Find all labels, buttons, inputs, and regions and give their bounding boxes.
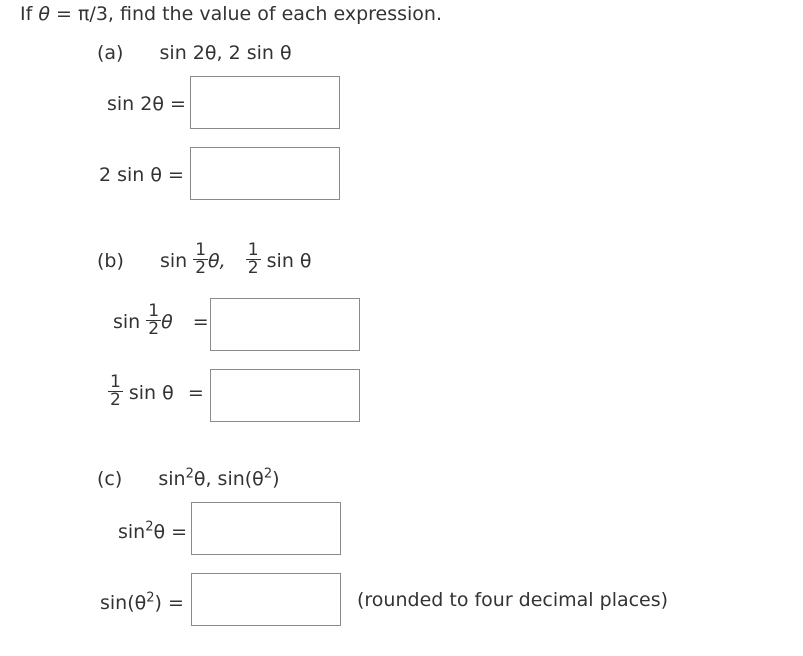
problem-equals: = [56,3,72,25]
part-c-label: (c) [97,468,123,490]
fraction-numerator: 1 [148,301,160,321]
part-b-q2-sin-theta: sin θ [128,382,174,404]
part-c-q1-theta-eq: θ = [153,521,188,543]
part-c-sin: sin [158,468,186,490]
part-a-q1-input[interactable] [190,76,340,129]
problem-theta: θ [38,3,50,25]
part-c-q1-input[interactable] [191,502,341,555]
part-b-q1-fraction [146,303,161,338]
part-c-q2-input[interactable] [191,573,341,626]
part-b-q2-equals: = [187,382,204,404]
part-c-q1-exponent: 2 [145,519,154,535]
part-b-theta-comma: θ, [208,250,226,272]
fraction-numerator: 1 [247,240,259,260]
part-c-exponent: 2 [185,466,194,482]
problem-statement [20,3,442,25]
part-a-q2-input[interactable] [190,147,340,200]
part-c-exponent-2: 2 [263,466,273,482]
part-b-fraction-2 [246,242,261,277]
part-c-heading [97,468,280,490]
part-a-expression: sin 2θ, 2 sin θ [159,42,292,64]
part-a-q1-label: sin 2θ = [107,93,186,115]
problem-value: π/3, find the value of each expression. [77,3,442,25]
part-b-sin-theta: sin θ [266,250,312,272]
part-a-label: (a) [97,42,124,64]
part-c-q2-label [100,592,184,614]
part-c-q2-close: ) = [154,592,184,614]
part-b-q1-equals: = [192,311,209,333]
fraction-denominator: 2 [247,258,259,278]
part-a-heading [97,42,292,64]
part-b-q1-theta: θ [161,311,173,333]
part-c-close: ) [272,468,280,490]
problem-prefix: If [20,3,33,25]
part-b-q1-sin: sin [113,311,141,333]
fraction-denominator: 2 [148,319,160,339]
part-c-q2-open: sin(θ [100,592,147,614]
part-b-sin: sin [159,250,188,272]
part-c-rounding-note: (rounded to four decimal places) [357,589,669,611]
part-c-q2-exponent: 2 [146,590,155,606]
part-b-q2-label [108,372,204,411]
part-c-q1-label [118,521,187,543]
fraction-numerator: 1 [195,240,207,260]
part-c-q1-sin: sin [118,521,146,543]
part-c-expr-mid: θ, sin(θ [193,468,264,490]
fraction-numerator: 1 [110,372,121,392]
fraction-denominator: 2 [195,258,207,278]
part-a-q2-label: 2 sin θ = [99,164,184,186]
part-b-q2-fraction [108,374,123,409]
part-b-q1-input[interactable] [210,298,360,351]
part-b-heading [97,240,312,279]
fraction-denominator: 2 [110,390,121,410]
part-b-q1-label [113,301,209,340]
part-b-q2-input[interactable] [210,369,360,422]
part-b-label: (b) [97,250,124,272]
part-b-fraction-1 [193,242,208,277]
